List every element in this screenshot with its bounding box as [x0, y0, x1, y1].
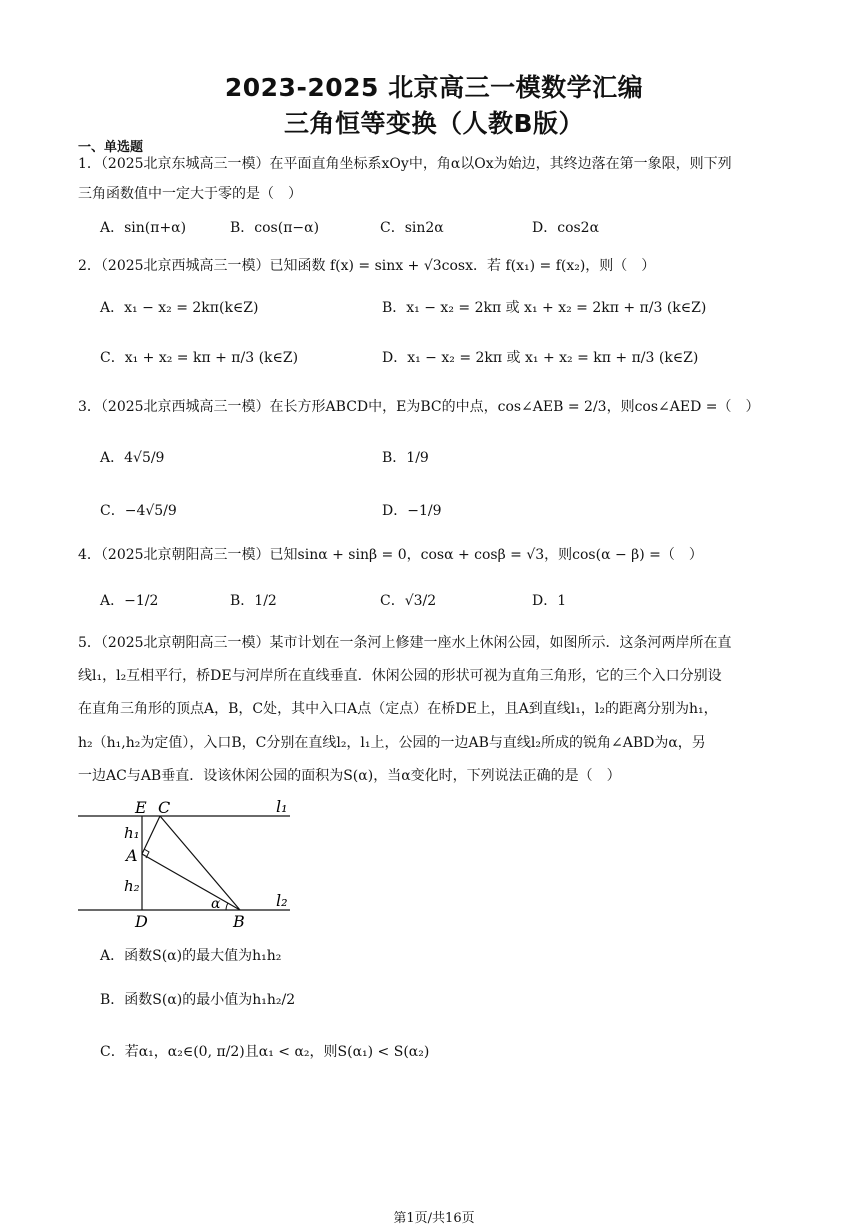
q5-option-c: C．若α₁，α₂∈(0, π/2)且α₁ < α₂，则S(α₁) < S(α₂): [100, 1044, 430, 1060]
label-h1: h₁: [124, 824, 140, 842]
q3-option-b: B．1/9: [382, 450, 429, 466]
side-cb: [160, 816, 240, 910]
q2-stem: 2．（2025北京西城高三一模）已知函数 f(x) = sinx + √3cosx．若 f(x₁) = f(x₂)，则（ ）: [78, 258, 656, 274]
label-c: C: [158, 798, 171, 817]
label-alpha: α: [211, 896, 221, 912]
q1-option-a: A．sin(π+α): [100, 220, 187, 236]
label-l1: l₁: [276, 797, 288, 816]
q3-option-c: C．−4√5/9: [100, 503, 177, 519]
document-subtitle: 三角恒等变换（人教B版）: [283, 109, 585, 138]
q4-option-b: B．1/2: [230, 593, 277, 609]
q5-stem-line2: 线l₁，l₂互相平行，桥DE与河岸所在直线垂直．休闲公园的形状可视为直角三角形，它的三个入口分别设: [78, 668, 722, 684]
q1-option-d: D．cos2α: [532, 220, 600, 236]
q4-option-c: C．√3/2: [380, 593, 437, 609]
page-footer: 第1页/共16页: [393, 1211, 475, 1226]
side-ab: [142, 854, 240, 910]
q5-option-a: A．函数S(α)的最大值为h₁h₂: [100, 948, 282, 964]
q4-stem: 4．（2025北京朝阳高三一模）已知sinα + sinβ = 0，cosα + cosβ = √3，则cos(α − β) =（ ）: [78, 547, 703, 563]
q3-option-d: D．−1/9: [382, 503, 442, 519]
q1-option-c: C．sin2α: [380, 220, 444, 236]
right-angle-marker: [144, 849, 149, 858]
q5-option-b: B．函数S(α)的最小值为h₁h₂/2: [100, 992, 296, 1008]
q1-stem-line2: 三角函数值中一定大于零的是（ ）: [78, 186, 302, 202]
alpha-arc: [226, 903, 228, 910]
q2-option-c: C．x₁ + x₂ = kπ + π/3 (k∈Z): [100, 350, 299, 366]
q5-stem-line4: h₂（h₁,h₂为定值），入口B，C分别在直线l₂，l₁上，公园的一边AB与直线l₂所成的锐角∠ABD为α，另: [78, 735, 706, 751]
q4-option-d: D．1: [532, 593, 567, 609]
river-park-figure: [78, 795, 303, 935]
label-e: E: [135, 798, 147, 817]
q4-option-a: A．−1/2: [100, 593, 159, 609]
document-title: 2023-2025 北京高三一模数学汇编: [224, 73, 644, 102]
q5-stem-line3: 在直角三角形的顶点A，B，C处，其中入口A点（定点）在桥DE上，且A到直线l₁，l₂的距离分别为h₁，: [78, 701, 718, 717]
label-b: B: [233, 912, 245, 931]
section-heading: 一、单选题: [78, 140, 144, 155]
label-d: D: [135, 912, 148, 931]
label-a: A: [126, 846, 138, 865]
q1-option-b: B．cos(π−α): [230, 220, 320, 236]
q5-stem-line1: 5．（2025北京朝阳高三一模）某市计划在一条河上修建一座水上休闲公园，如图所示．这条河两岸所在直: [78, 635, 732, 651]
q5-stem-line5: 一边AC与AB垂直．设该休闲公园的面积为S(α)，当α变化时，下列说法正确的是（ ）: [78, 768, 621, 784]
q3-option-a: A．4√5/9: [100, 450, 165, 466]
q1-stem-line1: 1．（2025北京东城高三一模）在平面直角坐标系xOy中，角α以Ox为始边，其终边落在第一象限，则下列: [78, 156, 732, 172]
q2-option-b: B．x₁ − x₂ = 2kπ 或 x₁ + x₂ = 2kπ + π/3 (k∈Z): [382, 300, 707, 316]
q2-option-d: D．x₁ − x₂ = 2kπ 或 x₁ + x₂ = kπ + π/3 (k∈Z): [382, 350, 699, 366]
label-h2: h₂: [124, 877, 140, 895]
q2-option-a: A．x₁ − x₂ = 2kπ(k∈Z): [100, 300, 259, 316]
q3-stem: 3．（2025北京西城高三一模）在长方形ABCD中，E为BC的中点，cos∠AEB = 2/3，则cos∠AED =（ ）: [78, 399, 760, 415]
label-l2: l₂: [276, 891, 288, 910]
side-ac: [142, 816, 160, 854]
